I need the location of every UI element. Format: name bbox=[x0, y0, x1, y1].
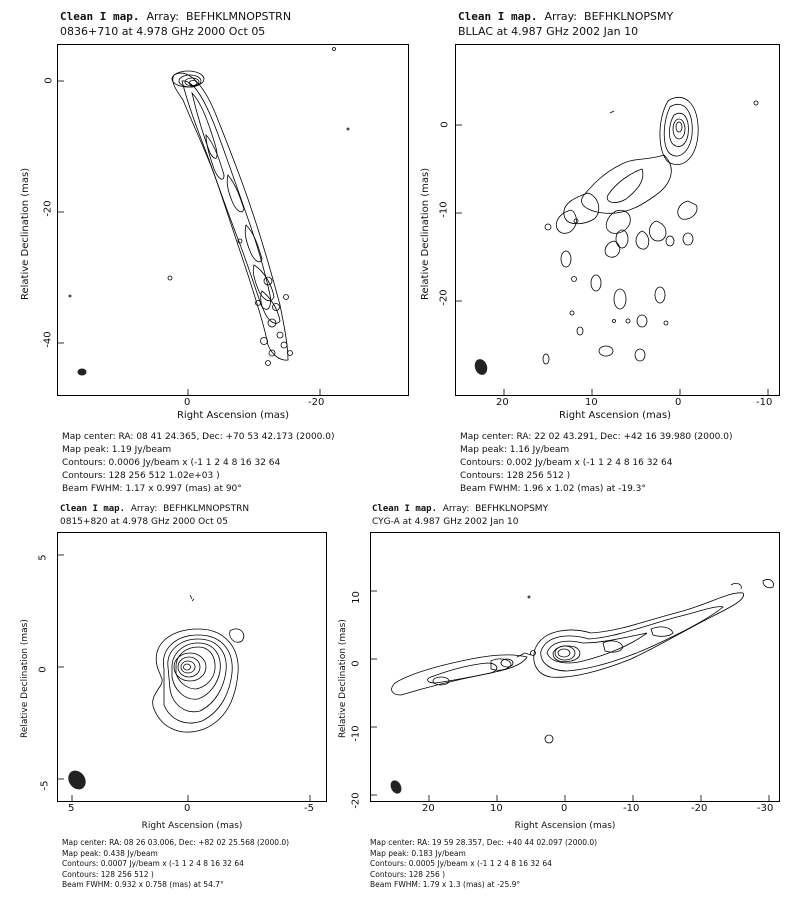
xtick: 10 bbox=[585, 397, 598, 408]
map-frame bbox=[370, 532, 780, 802]
xtick: 20 bbox=[496, 397, 509, 408]
contour-map bbox=[58, 45, 408, 395]
xtick: 20 bbox=[422, 803, 435, 814]
ytick: -40 bbox=[42, 331, 54, 348]
beam-ellipse bbox=[65, 767, 90, 793]
contour-map bbox=[58, 533, 326, 801]
source-line: 0815+820 at 4.978 GHz 2000 Oct 05 bbox=[60, 517, 228, 527]
contour-map bbox=[371, 533, 779, 801]
contour-map bbox=[456, 45, 779, 395]
panel-title: Clean I map. Array: BEFHKLNOPSMY BLLAC at 4.987 GHz 2002 Jan 10 bbox=[458, 10, 674, 38]
x-axis-label: Right Ascension (mas) bbox=[558, 410, 672, 421]
map-info: Map center: RA: 22 02 43.291, Dec: +42 16 39.980 (2000.0) Map peak: 1.16 Jy/beam Contours: 0.002 Jy/beam x (-1 1 2 4 8 16 32 64 Contours: 128 256 512 ) Beam FWHM: 1.96 x 1.02 (mas) at -19.3° bbox=[460, 432, 733, 494]
beam-ellipse bbox=[78, 369, 87, 376]
map-info: Map center: RA: 08 26 03.006, Dec: +82 02 25.568 (2000.0) Map peak: 0.438 Jy/beam Contours: 0.0007 Jy/beam x (-1 1 2 4 8 16 32 64 Contours: 128 256 512 ) Beam FWHM: 0.932 x 0.758 (mas) at 54.7° bbox=[62, 838, 290, 889]
ytick: 5 bbox=[37, 554, 49, 561]
ytick: 0 bbox=[350, 660, 362, 667]
x-axis-label: Right Ascension (mas) bbox=[176, 410, 290, 421]
xtick: -10 bbox=[623, 803, 640, 814]
xtick: 10 bbox=[490, 803, 503, 814]
xtick: -20 bbox=[691, 803, 708, 814]
map-frame bbox=[57, 532, 327, 802]
xtick: -5 bbox=[304, 803, 314, 814]
y-axis-label: Relative Declination (mas) bbox=[420, 167, 431, 300]
y-axis-label: Relative Declination (mas) bbox=[338, 619, 348, 738]
source-line: BLLAC at 4.987 GHz 2002 Jan 10 bbox=[458, 25, 639, 38]
ytick: -10 bbox=[438, 201, 450, 218]
xtick: -10 bbox=[756, 397, 773, 408]
map-info: Map center: RA: 08 41 24.365, Dec: +70 53 42.173 (2000.0) Map peak: 1.19 Jy/beam Contours: 0.0006 Jy/beam x (-1 1 2 4 8 16 32 64 Contours: 128 256 512 1.02e+03 ) Beam FWHM: 1.17 x 0.997 (mas) at 90° bbox=[62, 432, 335, 494]
beam-ellipse bbox=[473, 357, 490, 376]
panel-title: Clean I map. Array: BEFHKLNOPSMY CYG-A at 4.987 GHz 2002 Jan 10 bbox=[372, 504, 549, 527]
xtick: 0 bbox=[184, 397, 191, 408]
panel-title: Clean I map. Array: BEFHKLMNOPSTRN 0836+710 at 4.978 GHz 2000 Oct 05 bbox=[60, 10, 292, 38]
ytick: -20 bbox=[350, 792, 362, 809]
xtick: -20 bbox=[308, 397, 325, 408]
ytick: -20 bbox=[42, 200, 54, 217]
xtick: 5 bbox=[68, 803, 75, 814]
ytick: 10 bbox=[350, 591, 362, 604]
source-line: 0836+710 at 4.978 GHz 2000 Oct 05 bbox=[60, 25, 266, 38]
panel-title: Clean I map. Array: BEFHKLMNOPSTRN 0815+820 at 4.978 GHz 2000 Oct 05 bbox=[60, 504, 250, 527]
map-frame bbox=[57, 44, 409, 396]
xtick: -30 bbox=[757, 803, 774, 814]
y-axis-label: Relative Declination (mas) bbox=[20, 619, 30, 738]
beam-ellipse bbox=[388, 779, 403, 796]
xtick: 0 bbox=[184, 803, 191, 814]
map-info: Map center: RA: 19 59 28.357, Dec: +40 44 02.097 (2000.0) Map peak: 0.183 Jy/beam Contours: 0.0005 Jy/beam x (-1 1 2 4 8 16 32 64 Contours: 128 256 ) Beam FWHM: 1.79 x 1.3 (mas) at -25.9° bbox=[370, 838, 598, 889]
ytick: -10 bbox=[350, 725, 362, 742]
xtick: 0 bbox=[675, 397, 682, 408]
ytick: 0 bbox=[37, 666, 49, 673]
ytick: -20 bbox=[438, 289, 450, 306]
ytick: 0 bbox=[439, 121, 451, 128]
ytick: 0 bbox=[43, 77, 55, 84]
ytick: -5 bbox=[39, 780, 51, 791]
y-axis-label: Relative Declination (mas) bbox=[20, 167, 31, 300]
map-frame bbox=[455, 44, 780, 396]
x-axis-label: Right Ascension (mas) bbox=[141, 821, 243, 831]
xtick: 0 bbox=[561, 803, 568, 814]
x-axis-label: Right Ascension (mas) bbox=[514, 821, 616, 831]
source-line: CYG-A at 4.987 GHz 2002 Jan 10 bbox=[372, 517, 519, 527]
